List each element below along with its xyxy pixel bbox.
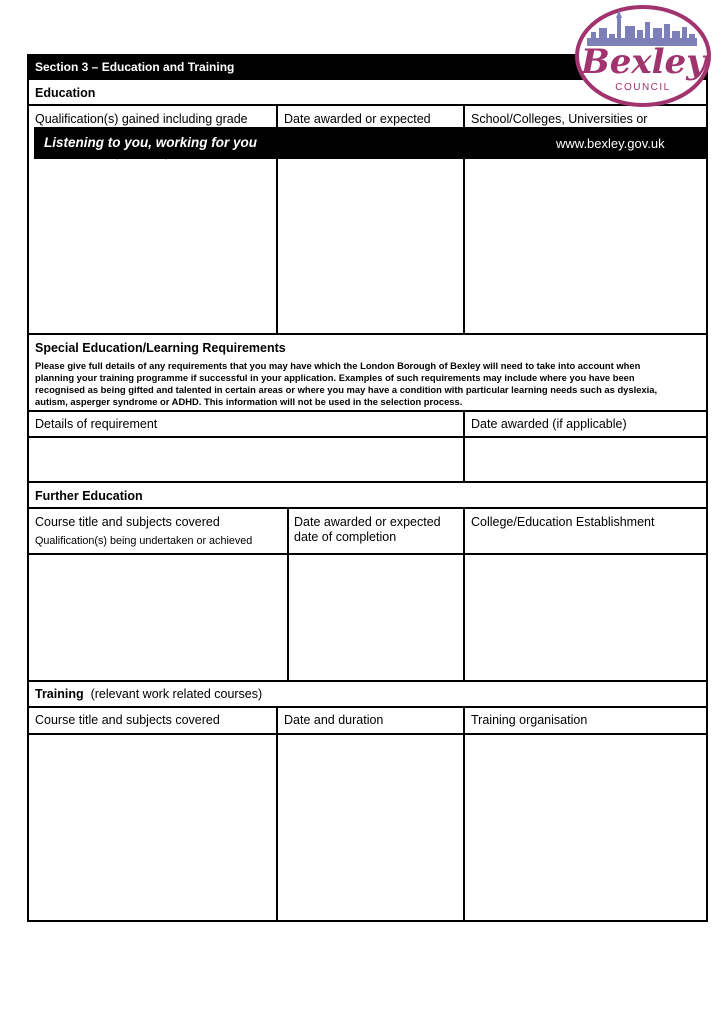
slogan-text: Listening to you, working for you (44, 135, 257, 150)
further-college-field[interactable] (465, 555, 706, 679)
row-divider (28, 706, 708, 708)
website-link[interactable]: www.bexley.gov.uk (556, 136, 665, 151)
training-heading-row (35, 687, 262, 701)
education-heading: Education (35, 86, 96, 100)
education-date-field[interactable] (278, 160, 463, 332)
education-qualification-field[interactable] (29, 160, 276, 332)
training-date-field[interactable] (278, 735, 463, 919)
training-heading: Training (35, 687, 84, 701)
section-title: Section 3 – Education and Training (35, 60, 235, 74)
education-col-school: School/Colleges, Universities or (471, 112, 648, 126)
education-col-qualification: Qualification(s) gained including grade (35, 112, 248, 126)
special-details-field[interactable] (29, 438, 463, 481)
further-col-course-sub: Qualification(s) being undertaken or achieved (35, 535, 253, 547)
training-col-org: Training organisation (471, 713, 588, 727)
row-divider (28, 333, 708, 335)
further-col-college: College/Education Establishment (471, 515, 655, 529)
further-heading: Further Education (35, 489, 143, 503)
education-col-date: Date awarded or expected (284, 112, 431, 126)
training-col-date: Date and duration (284, 713, 384, 727)
row-divider (28, 481, 708, 483)
special-desc-line: autism, asperger syndrome or ADHD. This information will not be used in the selection process. (35, 396, 463, 407)
bexley-council-logo (573, 4, 713, 108)
special-heading: Special Education/Learning Requirements (35, 341, 286, 355)
training-col-course: Course title and subjects covered (35, 713, 220, 727)
training-course-field[interactable] (29, 735, 276, 919)
special-date-field[interactable] (465, 438, 706, 481)
special-col-details: Details of requirement (35, 417, 158, 431)
special-desc-line: planning your training programme if successful in your application. Examples of such requirements may include where you have been (35, 372, 635, 383)
training-heading-note: (relevant work related courses) (90, 687, 263, 701)
training-org-field[interactable] (465, 735, 706, 919)
further-course-field[interactable] (29, 555, 287, 679)
frame-right (706, 54, 708, 922)
row-divider (28, 410, 708, 412)
logo-name: Bexley (581, 42, 706, 82)
row-divider (28, 680, 708, 682)
further-col-date-2: date of completion (294, 530, 397, 544)
special-desc-line: Please give full details of any requirements that you may have which the London Borough of Bexley will need to take into account when (35, 360, 641, 371)
frame-bottom (28, 920, 708, 922)
row-divider (28, 507, 708, 509)
further-col-date-1: Date awarded or expected (294, 515, 441, 529)
logo-sub: COUNCIL (615, 82, 671, 93)
special-col-date: Date awarded (if applicable) (471, 417, 627, 431)
education-school-field[interactable] (465, 160, 706, 332)
further-col-course: Course title and subjects covered (35, 515, 220, 529)
further-date-field[interactable] (289, 555, 463, 679)
special-desc-line: recognised as being gifted and talented in certain areas or where you may have a condition with particular learning needs such as dyslexia, (35, 384, 658, 395)
